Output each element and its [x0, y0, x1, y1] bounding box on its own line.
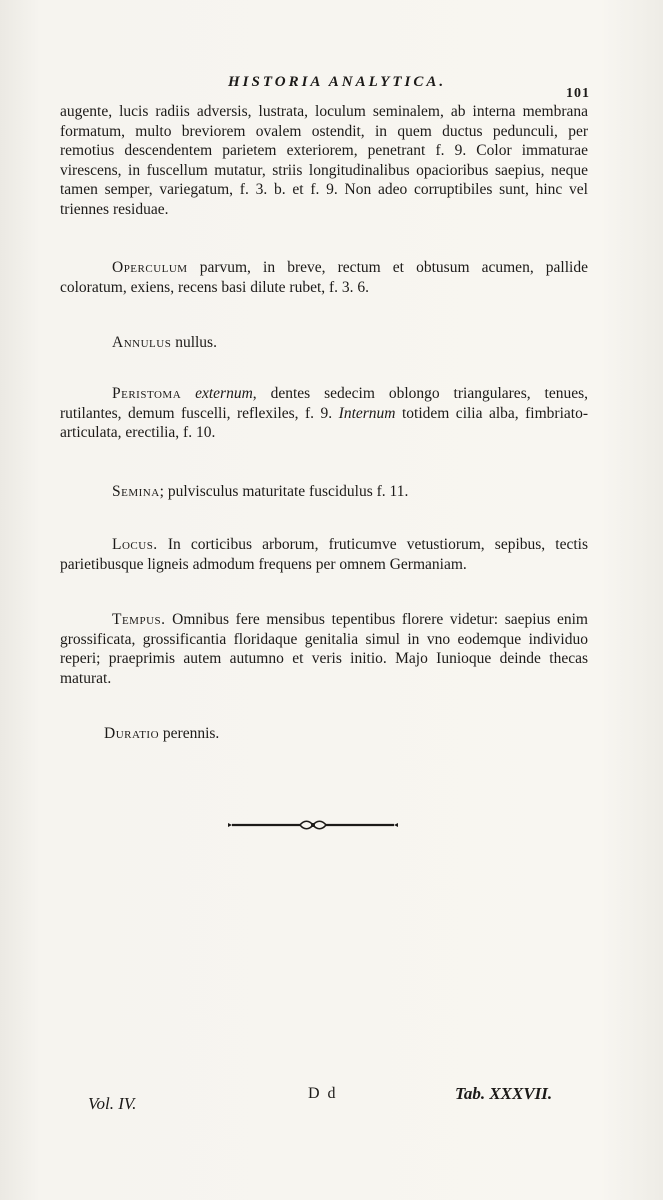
paragraph-operculum	[60, 258, 588, 297]
term-operculum: Operculum	[112, 259, 188, 276]
term-externum: externum	[195, 385, 253, 402]
duratio-text: perennis.	[159, 725, 220, 742]
paragraph-peristoma	[60, 384, 588, 443]
paragraph-duratio	[60, 724, 588, 744]
paragraph-locus	[60, 535, 588, 574]
running-head: HISTORIA ANALYTICA.	[228, 74, 447, 90]
term-annulus: Annulus	[112, 334, 172, 351]
locus-text: In corticibus arborum, fruticumve vetustiorum, sepibus, tectis parietibusque ligneis admodum frequens per omnem Germaniam.	[60, 536, 588, 573]
paragraph-annulus	[60, 333, 588, 353]
peristoma-text-2: totidem cilia alba, fimbriato-articulata, erectilia, f. 10.	[60, 404, 588, 441]
term-tempus: Tempus.	[112, 611, 166, 628]
semina-text: ; pulvisculus maturitate fuscidulus f. 11.	[159, 483, 409, 500]
peristoma-text-1: , dentes sedecim oblongo triangulares, tenues, rutilantes, demum fuscelli, reflexiles, f. 9.	[60, 385, 589, 422]
term-peristoma: Peristoma	[112, 385, 182, 402]
term-internum: Internum	[338, 404, 396, 422]
paragraph-continued	[60, 102, 588, 219]
term-semina: Semina	[112, 483, 160, 500]
operculum-text: parvum, in breve, rectum et obtusum acumen, pallide coloratum, exiens, recens basi dilute rubet, f. 3. 6.	[60, 259, 588, 296]
paragraph-tempus	[60, 610, 588, 688]
term-duratio: Duratio	[104, 725, 160, 742]
page-number: 101	[566, 86, 590, 101]
annulus-text: nullus.	[171, 334, 217, 351]
footer-signature: D d	[308, 1085, 338, 1102]
paragraph-continued-text: augente, lucis radiis adversis, lustrata, loculum seminalem, ab interna membrana formatum, multo breviorem ovalem ostendit, in quem ductus pedunculi, per remotius descendentem parietem exteriorem, penetrant f. 9. Color immaturae virescens, in fuscellum mutatur, striis longitudinalibus opacioribus saepius, neque tamen semper, variegatum, f. 3. b. et f. 9. Non adeo corruptibiles sunt, hinc vel triennes residuae.	[60, 103, 588, 218]
footer-volume: Vol. IV.	[88, 1094, 137, 1113]
term-locus: Locus.	[112, 536, 158, 553]
tempus-text: Omnibus fere mensibus tepentibus florere videtur: saepius enim grossificata, grossificantia floridaque genitalia simul in vno eodemque individuo reperi; praeprimis autem autumno et veris initio. Majo Iunioque deinde thecas maturat.	[60, 611, 588, 687]
footer-plate: Tab. XXXVII.	[455, 1084, 553, 1103]
ornament-divider-icon	[228, 818, 398, 832]
paragraph-semina	[60, 482, 588, 502]
